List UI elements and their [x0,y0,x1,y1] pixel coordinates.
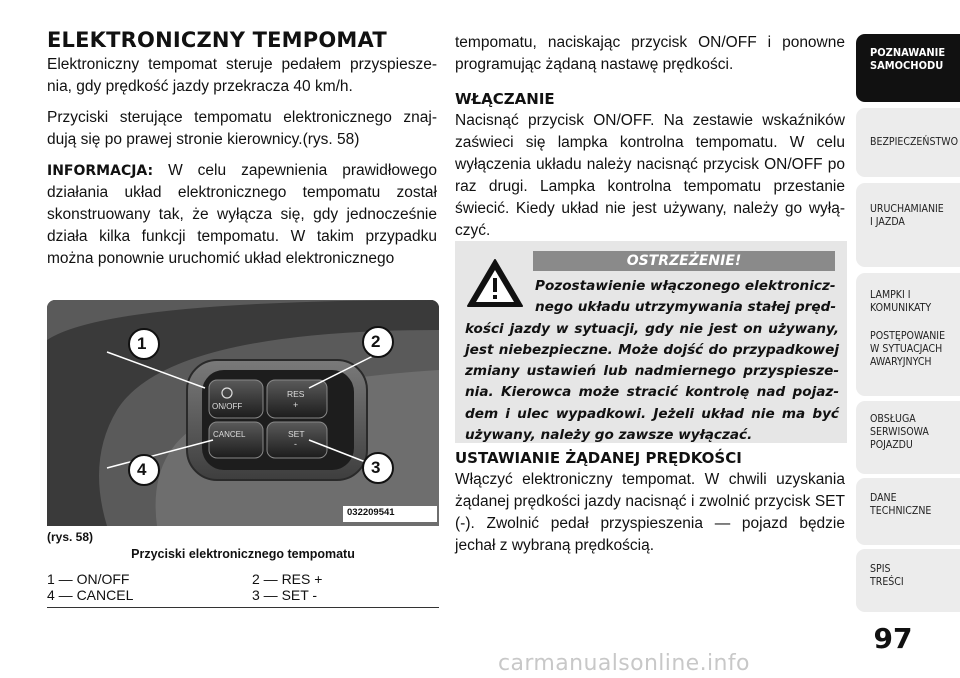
warning-line-1: Pozostawienie włączonego elektronicz- [535,278,836,294]
tab-uruchamianie-i-jazda[interactable] [856,183,960,267]
page-number: 97 [873,622,913,655]
set-button-label: SET [288,429,305,439]
tab-label: BEZPIECZEŃSTWO [870,136,959,148]
tab-dane-techniczne[interactable] [856,478,960,545]
tab-label: TECHNICZNE [870,505,932,517]
legend-row [47,571,439,587]
section-text-set: Włączyć elektroniczny tempomat. W chwili uzyskania żądanej prędkości jazdy nacisnąć i zwolnić przycisk SET (-). Zwolnić pedał przyspieszenia — pojazd będzie jechał z wybraną prędkością. [455,471,845,554]
legend-divider [47,607,439,608]
figure-legend [47,571,439,603]
legend-item: 3 — SET - [252,587,318,603]
res-button-label: RES [287,389,305,399]
warning-title: OSTRZEŻENIE! [533,251,835,271]
tab-label: OBSŁUGA [870,413,916,425]
onoff-button-label: ON/OFF [212,402,243,411]
cruise-control-figure [47,300,439,526]
watermark: carmanualsonline.info [498,651,750,676]
tab-label: POSTĘPOWANIE [870,330,946,342]
figure-code: 032209541 [347,507,395,518]
callout-label-1: 1 [137,334,147,353]
tab-label: AWARYJNYCH [870,356,932,368]
section-heading-set: USTAWIANIE ŻĄDANEJ PRĘDKOŚCI [455,449,742,467]
cancel-button-label: CANCEL [213,430,246,439]
warning-body: kości jazdy w sytuacji, gdy nie jest on używany, jest niebezpieczne. Może dojść do przypadkowej zmiany ustawień lub nadmiernego przyspiesze-nia. Kierowca może stracić kontrolę nad pojaz-dem i ulec wypadkowi. Jeżeli układ nie ma być używany, należy go zawsze wyłączać. [465,320,839,444]
tab-bezpieczenstwo[interactable] [856,108,960,177]
tab-label: SERWISOWA [870,426,929,438]
legend-item: 4 — CANCEL [47,587,134,603]
figure-caption: Przyciski elektronicznego tempomatu [131,547,355,561]
tab-label: I JAZDA [870,216,905,228]
tab-label: SPIS [870,563,891,575]
section-heading-on: WŁĄCZANIE [455,90,555,108]
legend-item: 2 — RES + [252,571,323,587]
left-column [47,28,437,279]
tab-label: W SYTUACJACH [870,343,943,355]
tab-label: POZNAWANIE [870,46,946,59]
warning-line-2: nego układu utrzymywania stałej pręd- [535,299,836,316]
page-title: ELEKTRONICZNY TEMPOMAT [47,28,387,52]
buttons-location-paragraph: Przyciski sterujące tempomatu elektronicznego znaj-dują się po prawej stronie kierownicy.(rys. 58) [47,109,437,148]
tab-obsluga-serwisowa-pojazdu[interactable] [856,401,960,474]
figure-reference: (rys. 58) [47,530,94,544]
legend-item: 1 — ON/OFF [47,571,130,587]
set-speed-section [455,449,845,566]
note-text: W celu zapewnienia prawidłowego działania układ elektronicznego tempomatu został skonstruowany tak, że wyłącza się, gdy jednocześnie działa kilka funkcji tempomatu. W takim przypadku można ponownie uruchomić układ elektronicznego [47,162,437,267]
tab-label: KOMUNIKATY [870,302,932,314]
continued-paragraph: tempomatu, naciskając przycisk ON/OFF i ponowne programując żądaną nastawę prędkości. [455,34,845,73]
warning-text [465,276,839,446]
note-label: INFORMACJA: [47,163,154,179]
tab-label: LAMPKI I [870,289,911,301]
callout-label-4: 4 [137,460,147,479]
intro-paragraph: Elektroniczny tempomat steruje pedałem przyspiesze-nia, gdy prędkość jazdy przekracza 40 km/h. [47,56,437,95]
res-button-sign: + [293,400,299,410]
tab-poznawanie-samochodu[interactable] [856,34,960,102]
information-note [47,160,437,270]
legend-row [47,587,439,603]
tab-label: SAMOCHODU [870,59,944,72]
right-column [455,32,845,251]
tab-spis-tresci[interactable] [856,549,960,612]
tab-label: POJAZDU [870,439,913,451]
set-button-sign: - [294,439,297,449]
tab-label: DANE [870,492,897,504]
callout-label-2: 2 [371,332,381,351]
section-text-on: Nacisnąć przycisk ON/OFF. Na zestawie wskaźników zaświeci się lampka kontrolna tempomatu. W celu wyłączenia układu należy nacisnąć przycisk ON/OFF po raz drugi. Lampka kontrolna tempomatu przestanie świecić. Kiedy układ nie jest używany, należy go wyłą-czyć. [455,112,845,239]
tab-label: URUCHAMIANIE [870,203,944,215]
callout-label-3: 3 [371,458,381,477]
tab-label: TREŚCI [870,576,904,588]
tab-postepowanie-w-sytuacjach-awaryjnych[interactable] [856,314,960,396]
